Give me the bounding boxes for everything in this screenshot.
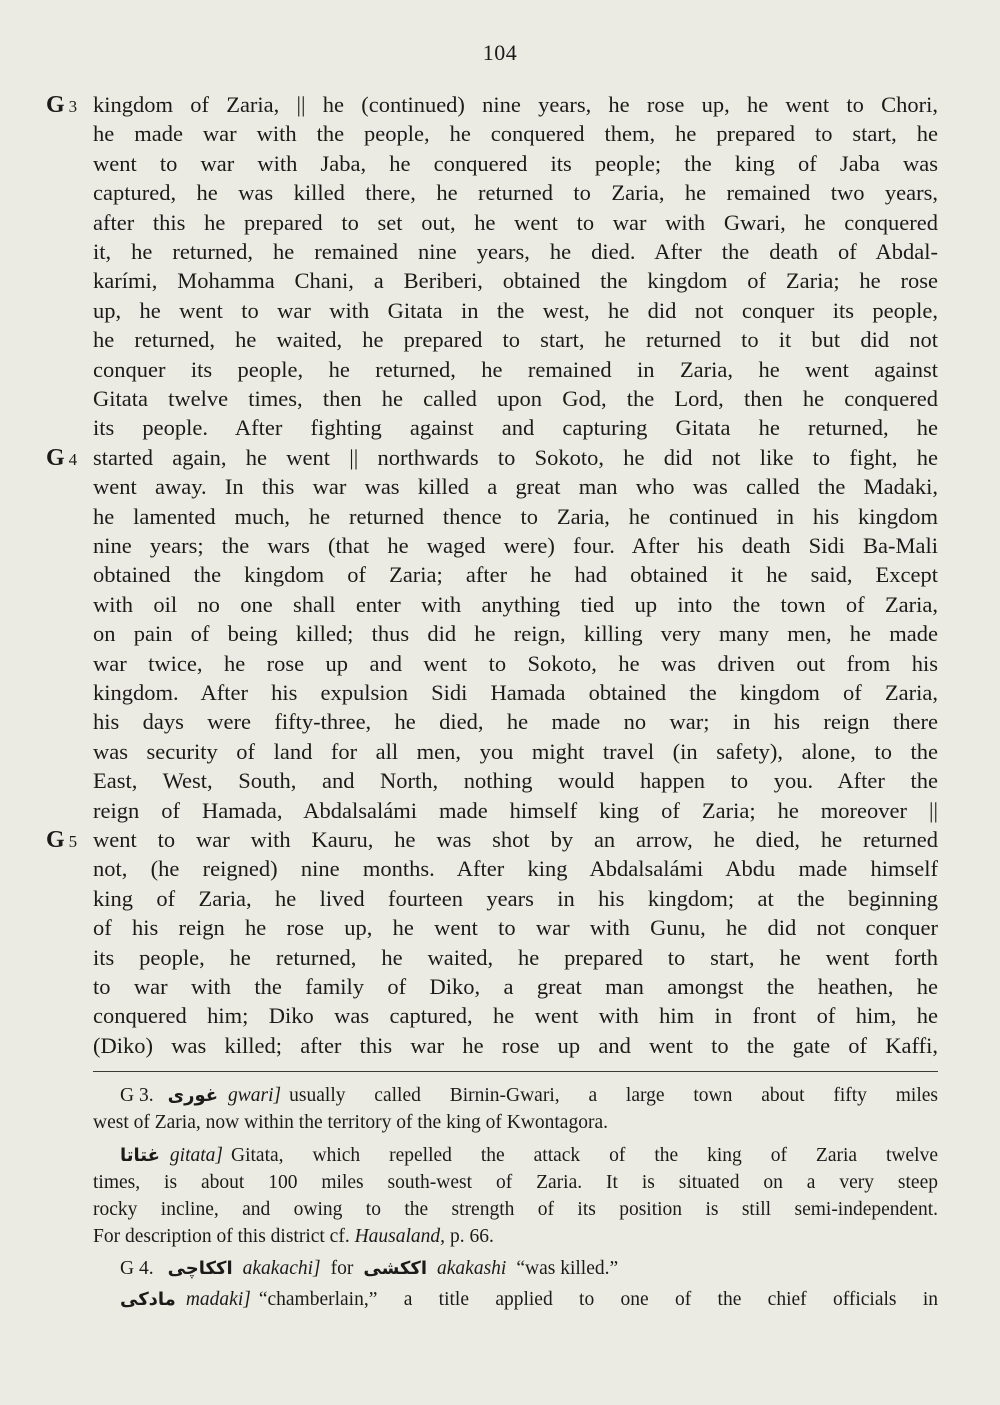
text-line: East, West, South, and North, nothing would happen to you. After the xyxy=(93,768,938,794)
text-line: went to war with Kauru, he was shot by an arrow, he died, he returned xyxy=(93,827,938,852)
note-gitata xyxy=(120,1142,938,1169)
text-line: with oil no one shall enter with anything tied up into the town of Zaria, xyxy=(93,591,938,617)
note-madaki-text: “chamberlain,” a title applied to one of the chief officials in xyxy=(258,1289,938,1310)
page-number: 104 xyxy=(482,40,518,65)
note-gitata-line4: For description of this district cf. Hausaland, p. 66. xyxy=(93,1226,494,1247)
note-g3 xyxy=(120,1082,938,1109)
text-line: he lamented much, he returned thence to Zaria, he continued in his kingdom xyxy=(93,503,938,529)
note-g4-arabic-1: اككاچى xyxy=(167,1258,233,1279)
text-line: on pain of being killed; thus did he reign, killing very many men, he made xyxy=(93,621,938,647)
text-line: war twice, he rose up and went to Sokoto, he was driven out from his xyxy=(93,650,938,676)
note-g4-for: for xyxy=(330,1258,354,1279)
note-g3-label: G 3. xyxy=(120,1085,154,1106)
text-line: not, (he reigned) nine months. After king Abdalsalámi Abdu made himself xyxy=(93,856,938,882)
text-line: started again, he went || northwards to Sokoto, he did not like to fight, he xyxy=(93,444,938,470)
text-line: conquer its people, he returned, he remained in Zaria, he went against xyxy=(93,356,938,382)
text-line: its people. After fighting against and capturing Gitata he returned, he xyxy=(93,415,938,441)
note-g3-text: usually called Birnin-Gwari, a large town about fifty miles xyxy=(289,1085,938,1106)
text-line: (Diko) was killed; after this war he rose up and went to the gate of Kaffi, xyxy=(93,1032,938,1058)
text-line: reign of Hamada, Abdalsalámi made himself king of Zaria; he moreover || xyxy=(93,797,938,823)
text-line: it, he returned, he remained nine years, he died. After the death of Abdal- xyxy=(93,239,938,264)
text-line: his days were fifty-three, he died, he made no war; in his reign there xyxy=(93,709,938,735)
note-madaki-term: madaki] xyxy=(185,1289,251,1310)
text-line: of his reign he rose up, he went to war with Gunu, he did not conquer xyxy=(93,915,938,941)
text-line: he made war with the people, he conquered them, he prepared to start, he xyxy=(93,121,938,147)
note-gitata-term: gitata] xyxy=(169,1145,224,1166)
text-line: obtained the kingdom of Zaria; after he had obtained it he said, Except xyxy=(93,562,938,588)
text-line: kingdom. After his expulsion Sidi Hamada obtained the kingdom of Zaria, xyxy=(93,680,938,705)
note-g4-term-1: akakachi] xyxy=(242,1258,321,1279)
note-g3-arabic: غورى xyxy=(167,1085,219,1106)
text-line: to war with the family of Diko, a great man amongst the heathen, he xyxy=(93,974,938,999)
note-g4 xyxy=(120,1255,820,1282)
note-g3-term: gwari] xyxy=(228,1085,282,1106)
text-line: karími, Mohamma Chani, a Beriberi, obtained the kingdom of Zaria; he rose xyxy=(93,268,938,294)
note-g4-arabic-2: اككشى xyxy=(363,1258,428,1279)
note-g4-label: G 4. xyxy=(120,1258,154,1279)
text-line: after this he prepared to set out, he went to war with Gwari, he conquered xyxy=(93,209,938,235)
note-g4-meaning: “was killed.” xyxy=(516,1258,619,1279)
note-gitata-line2: times, is about 100 miles south-west of Zaria. It is situated on a very steep xyxy=(93,1172,938,1193)
note-madaki-arabic: مادكى xyxy=(120,1289,176,1310)
footnote-divider xyxy=(93,1071,938,1072)
margin-marker-g3: G 3 xyxy=(46,92,78,118)
text-line: went to war with Jaba, he conquered its people; the king of Jaba was xyxy=(93,150,938,176)
text-line: he returned, he waited, he prepared to start, he returned to it but did not xyxy=(93,327,938,353)
note-madaki xyxy=(120,1286,938,1313)
note-g4-term-2: akakashi xyxy=(437,1258,507,1279)
text-line: went away. In this war was killed a great man who was called the Madaki, xyxy=(93,474,938,500)
note-gitata-arabic: غتاتا xyxy=(120,1145,160,1166)
margin-marker-g5: G 5 xyxy=(46,827,78,853)
text-line: captured, he was killed there, he returned to Zaria, he remained two years, xyxy=(93,180,938,206)
text-line: its people, he returned, he waited, he prepared to start, he went forth xyxy=(93,944,938,970)
note-g3-line2: west of Zaria, now within the territory of the king of Kwontagora. xyxy=(93,1112,608,1133)
text-line: up, he went to war with Gitata in the west, he did not conquer its people, xyxy=(93,297,938,323)
text-line: king of Zaria, he lived fourteen years in his kingdom; at the beginning xyxy=(93,885,938,911)
note-gitata-line3: rocky incline, and owing to the strength of its position is still semi-independent. xyxy=(93,1199,938,1220)
text-line: conquered him; Diko was captured, he went with him in front of him, he xyxy=(93,1003,938,1029)
hausaland-ref: Hausaland, xyxy=(354,1226,446,1247)
note-gitata-text: Gitata, which repelled the attack of the king of Zaria twelve xyxy=(231,1145,938,1166)
margin-marker-g4: G 4 xyxy=(46,445,78,471)
text-line: kingdom of Zaria, || he (continued) nine years, he rose up, he went to Chori, xyxy=(93,92,938,117)
text-line: was security of land for all men, you might travel (in safety), alone, to the xyxy=(93,738,938,764)
text-line: nine years; the wars (that he waged were) four. After his death Sidi Ba-Mali xyxy=(93,533,938,558)
text-line: Gitata twelve times, then he called upon God, the Lord, then he conquered xyxy=(93,386,938,411)
